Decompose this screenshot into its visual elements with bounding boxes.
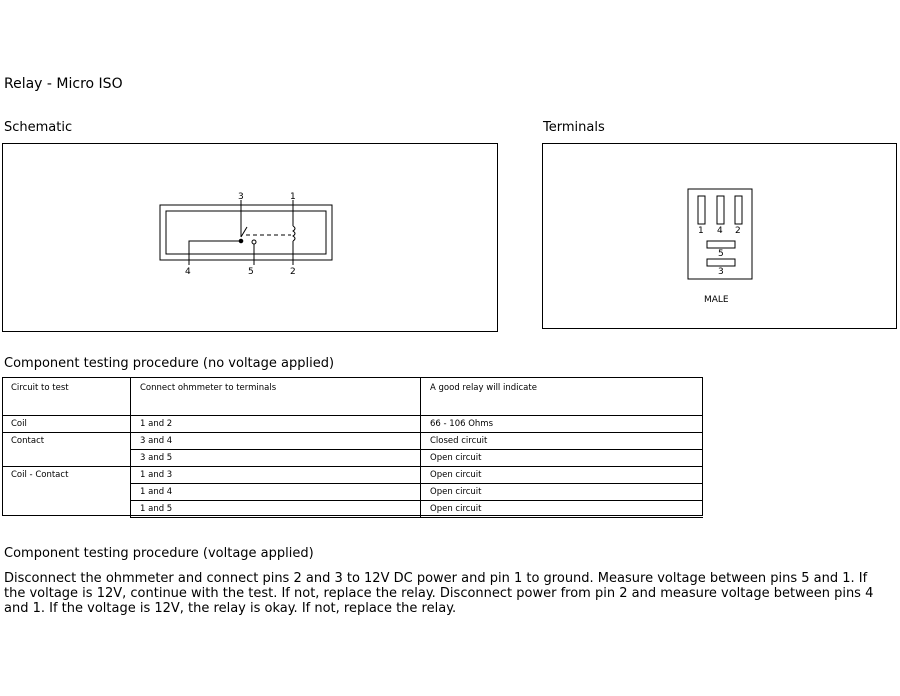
coil-winding (293, 226, 295, 241)
connector-gender-label: MALE (704, 295, 729, 305)
schem-pin-1: 1 (290, 192, 296, 202)
no-voltage-heading: Component testing procedure (no voltage applied) (4, 356, 335, 371)
schem-pin-3: 3 (238, 192, 244, 202)
table-row (2, 501, 703, 518)
cell-terminals: 3 and 5 (131, 450, 421, 467)
terminal-blade-2 (735, 196, 742, 224)
terminal-blade-5 (707, 241, 735, 248)
cell-terminals: 1 and 2 (131, 416, 421, 433)
test-table (2, 377, 703, 518)
page-title: Relay - Micro ISO (4, 76, 123, 92)
terminal-blade-4 (717, 196, 724, 224)
cell-result: Open circuit (421, 501, 704, 518)
schematic-diagram (2, 143, 498, 332)
cell-terminals: 1 and 3 (131, 467, 421, 484)
schem-pin-4: 4 (185, 267, 191, 277)
cell-circuit (2, 484, 131, 501)
table-row (2, 450, 703, 467)
schem-pin-2: 2 (290, 267, 296, 277)
voltage-heading: Component testing procedure (voltage applied) (4, 546, 314, 561)
relay-inner-frame (166, 211, 326, 254)
term-pin-5: 5 (718, 249, 724, 259)
terminals-diagram (542, 143, 897, 329)
cell-result: Open circuit (421, 484, 704, 501)
schematic-label: Schematic (4, 120, 73, 135)
relay-terminals-svg (543, 144, 898, 330)
cell-circuit: Contact (2, 433, 131, 450)
voltage-procedure-text: Disconnect the ohmmeter and connect pins 2 and 3 to 12V DC power and pin 1 to ground. Measure voltage between pins 5 and 1. If the voltage is 12V, continue with the test. If not, replace the relay. Disconnect power from pin 2 and measure voltage between pins 4 and 1. If the voltage is 12V, the relay is okay. If not, replace the relay. (4, 571, 874, 616)
cell-circuit: Coil - Contact (2, 467, 131, 484)
table-row (2, 433, 703, 450)
col-header-terminals: Connect ohmmeter to terminals (131, 377, 421, 416)
cell-circuit: Coil (2, 416, 131, 433)
cell-result: 66 - 106 Ohms (421, 416, 704, 433)
cell-terminals: 1 and 4 (131, 484, 421, 501)
table-row (2, 416, 703, 433)
relay-outer-frame (160, 205, 332, 260)
terminal-blade-1 (698, 196, 705, 224)
schem-pin-5: 5 (248, 267, 254, 277)
table-row (2, 467, 703, 484)
term-pin-3: 3 (718, 267, 724, 277)
term-pin-1: 1 (698, 226, 704, 236)
col-header-circuit: Circuit to test (2, 377, 131, 416)
cell-result: Open circuit (421, 450, 704, 467)
term-pin-4: 4 (717, 226, 723, 236)
col-header-result: A good relay will indicate (421, 377, 704, 416)
relay-schematic-svg (3, 144, 499, 333)
cell-terminals: 1 and 5 (131, 501, 421, 518)
table-row (2, 484, 703, 501)
cell-circuit (2, 450, 131, 467)
terminal-blade-3 (707, 259, 735, 266)
cell-result: Closed circuit (421, 433, 704, 450)
terminals-label: Terminals (543, 120, 605, 135)
cell-circuit (2, 501, 131, 518)
term-pin-2: 2 (735, 226, 741, 236)
cell-terminals: 3 and 4 (131, 433, 421, 450)
table-header-row (2, 377, 703, 416)
contact-5 (252, 240, 256, 244)
cell-result: Open circuit (421, 467, 704, 484)
pin4-wire (189, 241, 240, 265)
